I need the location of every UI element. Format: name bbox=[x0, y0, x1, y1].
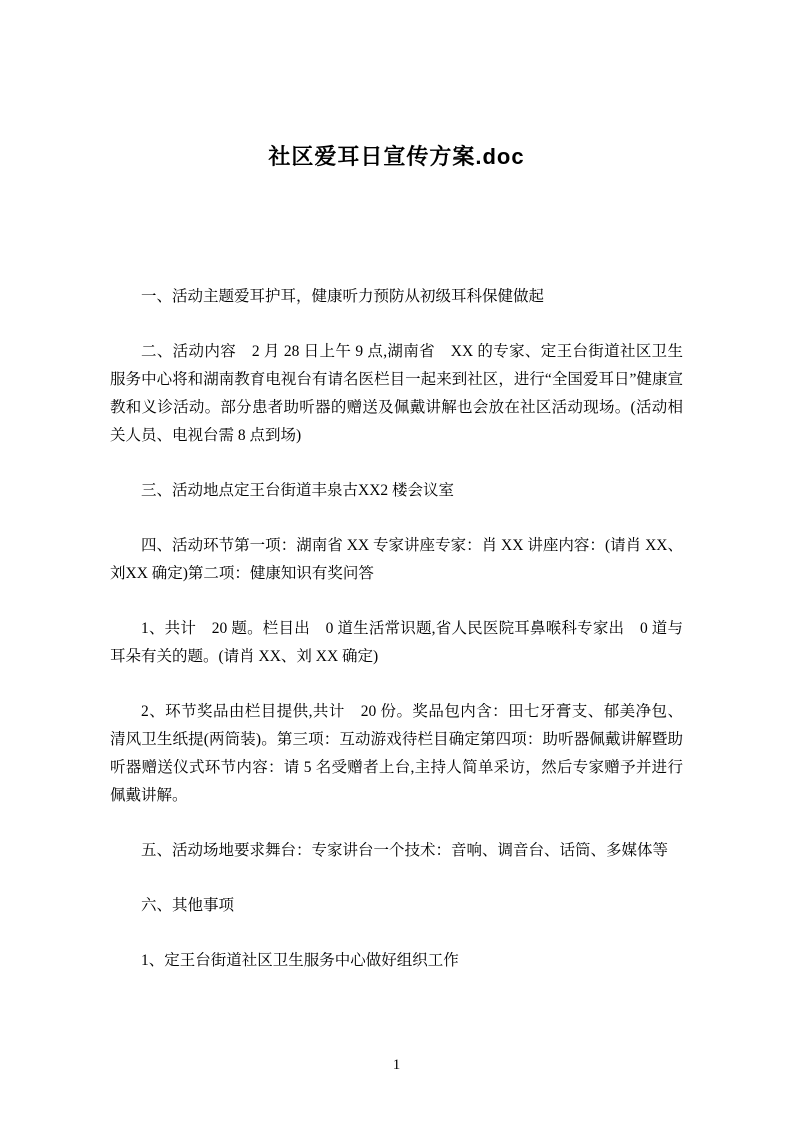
document-body bbox=[110, 283, 683, 1002]
paragraph-quiz-detail: 1、共计 20 题。栏目出 0 道生活常识题,省人民医院耳鼻喉科专家出 0 道与耳朵有关的题。(请肖 XX、刘 XX 确定) bbox=[110, 620, 683, 665]
paragraph-activity-theme: 一、活动主题爱耳护耳，健康听力预防从初级耳科保健做起 bbox=[141, 288, 545, 305]
paragraph-organization-work: 1、定王台街道社区卫生服务中心做好组织工作 bbox=[141, 952, 459, 969]
paragraph-other-matters: 六、其他事项 bbox=[141, 897, 235, 914]
paragraph-venue-requirements: 五、活动场地要求舞台：专家讲台一个技术：音响、调音台、话筒、多媒体等 bbox=[141, 842, 669, 859]
paragraph-activity-location: 三、活动地点定王台街道丰泉古XX2 楼会议室 bbox=[141, 482, 455, 499]
paragraph-activity-sections: 四、活动环节第一项：湖南省 XX 专家讲座专家：肖 XX 讲座内容：(请肖 XX、刘XX 确定)第二项：健康知识有奖问答 bbox=[110, 537, 683, 582]
paragraph-activity-content: 二、活动内容 2 月 28 日上午 9 点,湖南省 XX 的专家、定王台街道社区卫生服务中心将和湖南教育电视台有请名医栏目一起来到社区，进行“全国爱耳日”健康宣教和义诊活动。部分患者助听器的赠送及佩戴讲解也会放在社区活动现场。(活动相关人员、电视台需 8 点到场) bbox=[110, 343, 683, 444]
document-title: 社区爱耳日宣传方案.doc bbox=[268, 144, 525, 169]
page-number: 1 bbox=[392, 1057, 401, 1073]
paragraph-prizes-detail: 2、环节奖品由栏目提供,共计 20 份。奖品包内含：田七牙膏支、郁美净包、清风卫生纸提(两筒装)。第三项：互动游戏待栏目确定第四项：助听器佩戴讲解暨助听器赠送仪式环节内容：请 5 名受赠者上台,主持人简单采访，然后专家赠予并进行佩戴讲解。 bbox=[110, 703, 683, 804]
